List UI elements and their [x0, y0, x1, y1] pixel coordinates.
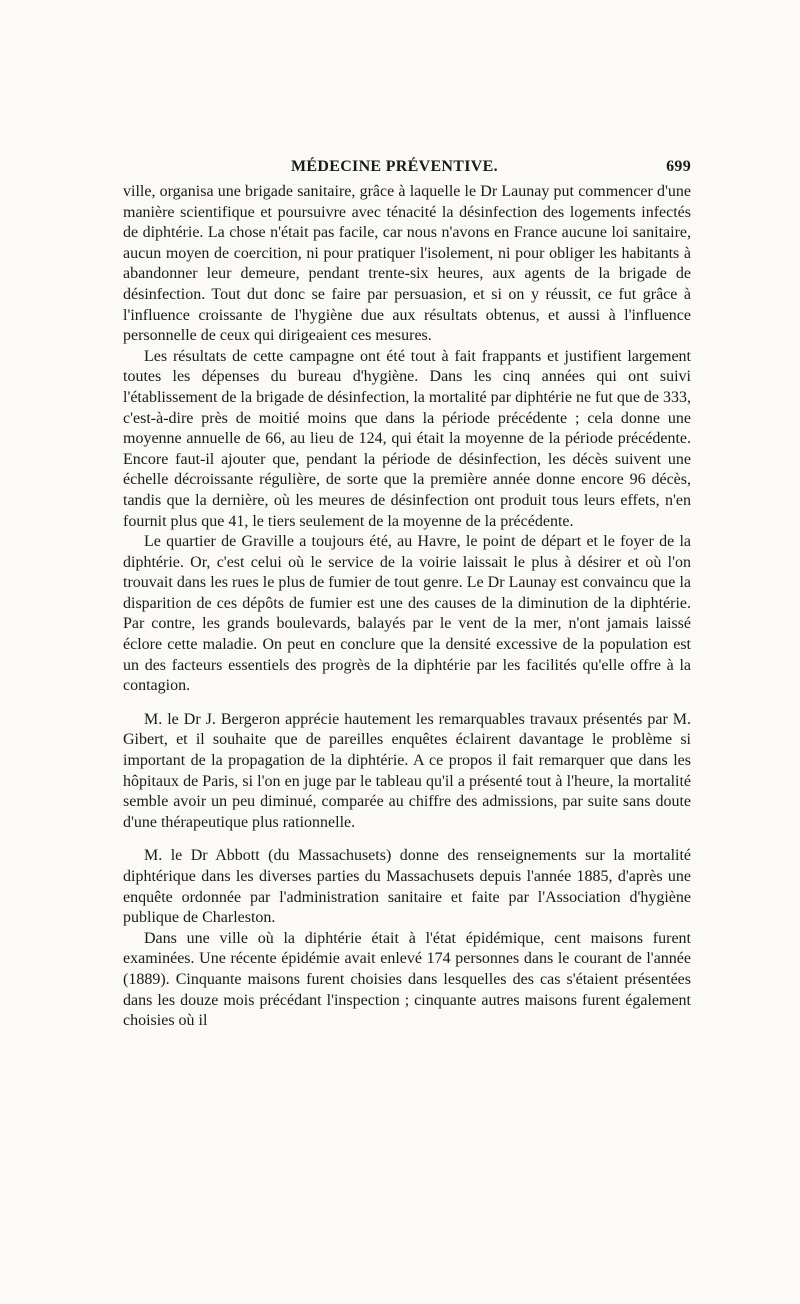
body-text	[123, 182, 691, 1032]
paragraph-continuation: ville, organisa une brigade sanitaire, grâce à laquelle le Dr Launay put commencer d'une manière scientifique et poursuivre avec ténacité la désinfection des logements infectés de diphtérie. La chose n'était pas facile, car nous n'avons en France aucune loi sanitaire, aucun moyen de coercition, ni pour pratiquer l'isolement, ni pour obliger les habitants à abandonner leur demeure, pendant trente-six heures, aux agents de la brigade de désinfection. Tout dut donc se faire par persuasion, et si on y réussit, ce fut grâce à l'influence croissante de l'hygiène due aux résultats obtenus, et aussi à l'influence personnelle de ceux qui dirigeaient ces mesures.	[123, 183, 691, 345]
paragraph-epidemic-houses: Dans une ville où la diphtérie était à l'état épidémique, cent maisons furent examinées. Une récente épidémie avait enlevé 174 personnes dans le courant de l'année (1889). Cinquante maisons furent choisies dans lesquelles des cas s'étaient présentées dans les douze mois précédant l'inspection ; cinquante autres maisons furent également choisies où il	[123, 929, 691, 1030]
page-number: 699	[666, 158, 691, 175]
paragraph-campaign-results: Les résultats de cette campagne ont été tout à fait frappants et justifient largement toutes les dépenses du bureau d'hygiène. Dans les cinq années qui ont suivi l'établissement de la brigade de désinfection, la mortalité par diphtérie ne fut que de 333, c'est-à-dire près de moitié moins que dans la période précédente ; cela donne une moyenne annuelle de 66, au lieu de 124, qui était la moyenne de la période précédente. Encore faut-il ajouter que, pendant la période de désinfection, les décès suivent une échelle décroissante régulière, de sorte que la première année donne encore 96 décès, tandis que la dernière, où les meures de désinfection ont produit tous leurs effets, n'en fournit plus que 41, le tiers seulement de la moyenne de la précédente.	[123, 347, 692, 530]
paragraph-abbott: M. le Dr Abbott (du Massachusets) donne des renseignements sur la mortalité diphtérique dans les diverses parties du Massachusets depuis l'année 1885, d'après une enquête ordonnée par l'administration sanitaire et faite par l'Association d'hygiène publique de Charleston.	[123, 847, 691, 927]
paragraph-bergeron: M. le Dr J. Bergeron apprécie hautement les remarquables travaux présentés par M. Gibert, et il souhaite que de pareilles enquêtes éclairent davantage le problème si important de la propagation de la diphtérie. A ce propos il fait remarquer que dans les hôpitaux de Paris, si l'on en juge par le tableau qu'il a présenté tout à l'heure, la mortalité semble avoir un peu diminué, comparée au chiffre des admissions, par suite sans doute d'une thérapeutique plus rationnelle.	[123, 710, 691, 831]
paragraph-graville: Le quartier de Graville a toujours été, au Havre, le point de départ et le foyer de la diphtérie. Or, c'est celui où le service de la voirie laissait le plus à désirer et où l'on trouvait dans les rues le plus de fumier de tout genre. Le Dr Launay est convaincu que la disparition de ces dépôts de fumier est une des causes de la diminution de la diphtérie. Par contre, les grands boulevards, balayés par le vent de la mer, n'ont jamais laissé éclore cette maladie. On peut en conclure que la densité excessive de la population est un des facteurs essentiels des progrès de la diphtérie par les facilités qu'elle offre à la contagion.	[123, 533, 691, 695]
page-title: MÉDECINE PRÉVENTIVE.	[291, 158, 498, 175]
running-header	[123, 158, 691, 182]
book-page	[123, 158, 691, 1032]
